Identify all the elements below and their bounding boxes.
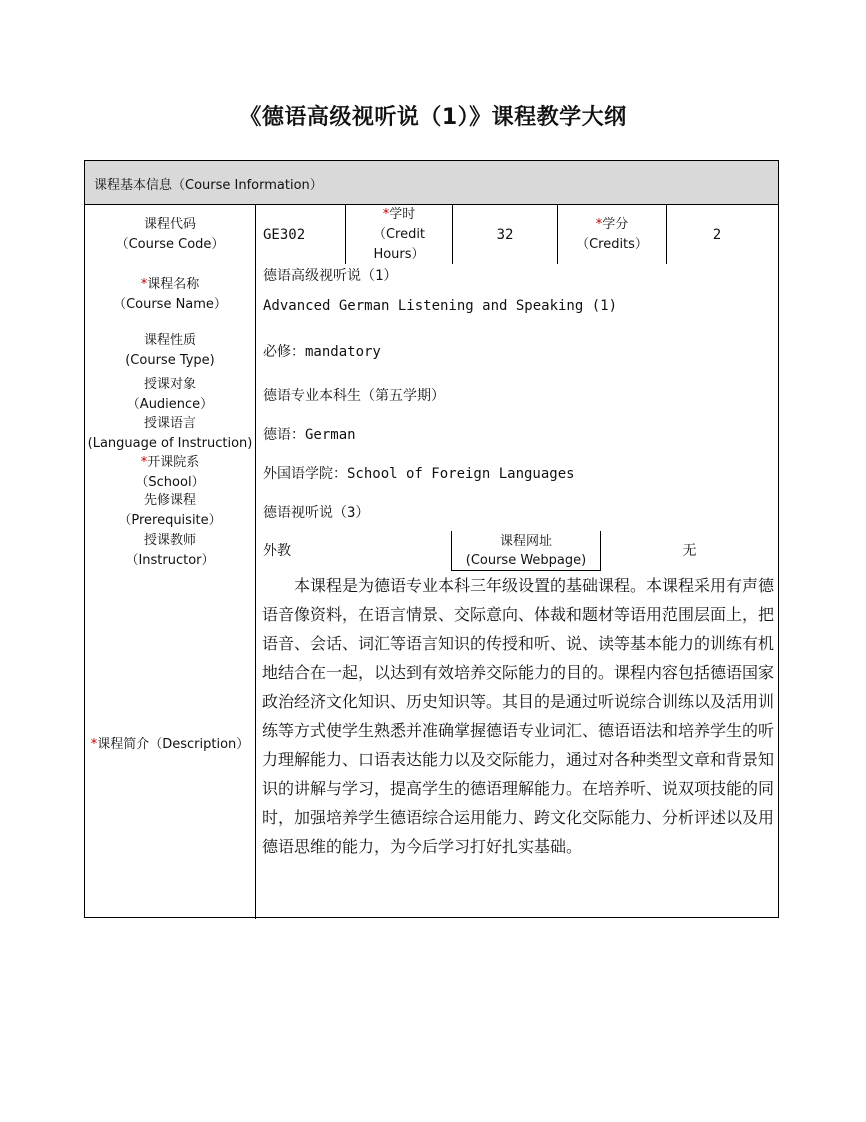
- label-audience: [85, 375, 255, 415]
- label-instructor: [85, 531, 255, 571]
- section-header: [85, 161, 778, 205]
- label-course-code: [85, 215, 255, 255]
- label-language: [85, 414, 255, 454]
- label-text-en: （Course Code）: [115, 237, 225, 252]
- webpage-label: [452, 531, 600, 571]
- credits-value: 2: [712, 226, 722, 243]
- course-name-en-value: Advanced German Listening and Speaking (1): [263, 298, 618, 314]
- label-text: [373, 205, 425, 225]
- label-text-en: （Audience）: [126, 397, 214, 412]
- label-course-name: [85, 275, 255, 315]
- prerequisite-value: 德语视听说（3）: [263, 505, 370, 521]
- label-text-en: （Instructor）: [125, 553, 215, 568]
- label-text-en-2: Hours）: [373, 246, 425, 262]
- label-course-type: [85, 331, 255, 371]
- label-text-en: (Course Type): [125, 353, 215, 368]
- label-text-en: （Credits）: [576, 236, 648, 252]
- instructor-value: 外教: [263, 542, 291, 559]
- label-description: [85, 735, 255, 755]
- course-type-value: 必修：mandatory: [263, 344, 381, 360]
- label-text-en: （School）: [135, 475, 205, 490]
- credits-row: [256, 205, 778, 264]
- description-text: 本课程是为德语专业本科三年级设置的基础课程。本课程采用有声德语音像资料，在语言情景、交际意向、体裁和题材等语用范围层面上，把语音、会话、词汇等语言知识的传授和听、说、读等基本能力的训练有机地结合在一起，以达到有效培养交际能力的目的。课程内容包括德语国家政治经济文化知识、历史知识等。其目的是通过听说综合训练以及活用训练等方式使学生熟悉并准确掌握德语专业词汇、德语语法和培养学生的听力理解能力、口语表达能力以及交际能力，通过对各种类型文章和背景知识的讲解与学习，提高学生的德语理解能力。在培养听、说双项技能的同时，加强培养学生德语综合运用能力、跨文化交际能力、分析评述以及用德语思维的能力，为今后学习打好扎实基础。: [262, 576, 775, 856]
- label-text-en: （Course Name）: [113, 297, 227, 312]
- label-text-cn: 学时: [389, 206, 416, 222]
- label-text: 课程简介（Description）: [97, 737, 250, 752]
- label-text-en: (Language of Instruction): [87, 436, 253, 451]
- required-mark: *: [140, 277, 148, 292]
- label-text: [576, 215, 648, 235]
- credits-label: [558, 205, 666, 264]
- label-text-en: （Prerequisite）: [118, 513, 222, 528]
- label-text: [85, 453, 255, 473]
- credit-hours-label: [346, 205, 452, 264]
- label-text-en: （Credit: [372, 226, 426, 242]
- label-text: 课程网址: [499, 534, 552, 549]
- required-mark: *: [90, 737, 98, 752]
- section-header-label: 课程基本信息（Course Information）: [94, 178, 323, 193]
- required-mark: *: [595, 216, 603, 232]
- label-text-en: (Course Webpage): [465, 553, 587, 568]
- label-text: [85, 275, 255, 295]
- credit-hours-value: 32: [496, 226, 514, 243]
- language-value: 德语：German: [263, 427, 356, 443]
- audience-value: 德语专业本科生（第五学期）: [263, 388, 445, 404]
- school-value: 外国语学院：School of Foreign Languages: [263, 466, 575, 482]
- label-text: 先修课程: [143, 493, 196, 508]
- webpage-value: 无: [682, 542, 697, 559]
- course-code-value: GE302: [263, 226, 306, 243]
- label-text: 授课语言: [143, 416, 196, 431]
- instructor-webpage-row: [256, 531, 778, 571]
- document-title: 《德语高级视听说（1）》课程教学大纲: [239, 105, 627, 130]
- label-school: [85, 453, 255, 493]
- course-name-cn-value: 德语高级视听说（1）: [263, 268, 398, 284]
- label-text: 课程性质: [143, 333, 196, 348]
- label-text: 授课对象: [143, 377, 196, 392]
- label-text: 授课教师: [143, 533, 196, 548]
- label-prerequisite: [85, 491, 255, 531]
- label-text-cn: 开课院系: [147, 455, 200, 470]
- label-text-cn: 学分: [602, 216, 629, 232]
- course-info-table: [84, 160, 779, 918]
- label-text-cn: 课程名称: [147, 277, 200, 292]
- required-mark: *: [140, 455, 148, 470]
- required-mark: *: [382, 206, 390, 222]
- label-text: 课程代码: [143, 217, 196, 232]
